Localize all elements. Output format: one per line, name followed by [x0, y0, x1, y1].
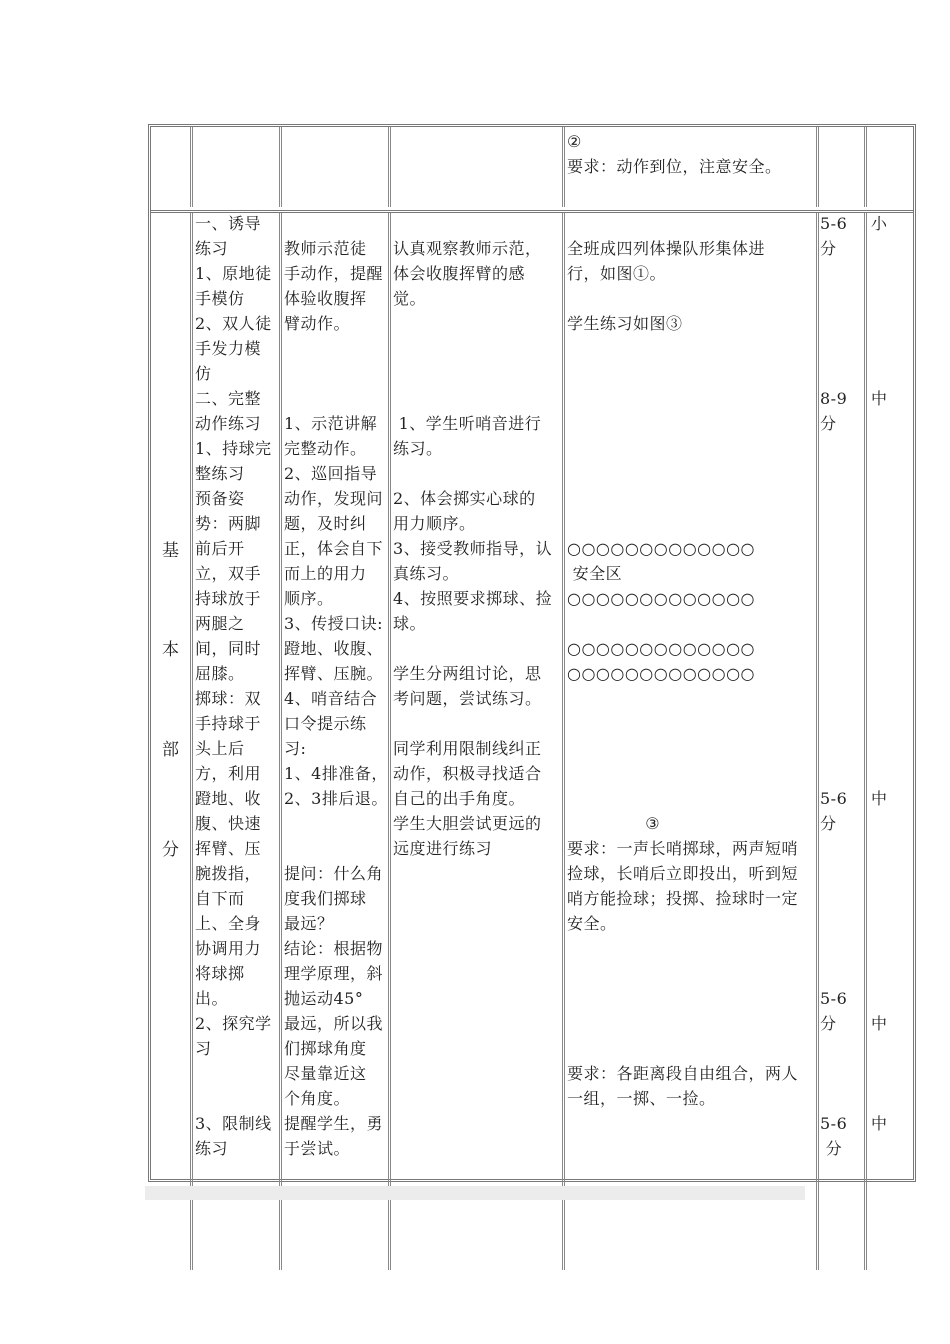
- time-value: 分: [820, 1139, 843, 1158]
- teaching-content-line: 整练习: [195, 464, 245, 483]
- organization-line: ○○○○○○○○○○○○○: [567, 639, 755, 658]
- teacher-activity-line: 蹬地、收腹、: [284, 639, 384, 658]
- student-activity-line: 体会收腹挥臂的感: [393, 264, 526, 283]
- teaching-content-line: 练习: [195, 239, 229, 258]
- student-activity-line: 同学利用限制线纠正: [393, 739, 542, 758]
- organization-line: 要求：一声长哨掷球，两声短哨: [567, 839, 799, 858]
- organization-line: 哨方能捡球；投掷、捡球时一定: [567, 889, 799, 908]
- table-row-top: [151, 127, 913, 207]
- teaching-content-line: 手发力模: [195, 339, 262, 358]
- teaching-content-line: 动作练习: [195, 414, 262, 433]
- student-activity-line: 球。: [393, 614, 427, 633]
- student-activity-line: 考问题，尝试练习。: [393, 689, 542, 708]
- time-value: 分: [820, 814, 837, 833]
- teacher-activity-line: 3、传授口诀:: [284, 614, 384, 633]
- teaching-content-line: 立，双手: [195, 564, 262, 583]
- section-label-char: 部: [162, 740, 179, 760]
- teacher-activity-line: 提问：什么角: [284, 864, 384, 883]
- teacher-activity-line: 教师示范徒: [284, 239, 367, 258]
- teacher-activity-line: 顺序。: [284, 589, 334, 608]
- time-value: 8-9: [820, 389, 848, 408]
- cell-section-label: [151, 213, 193, 1270]
- cell-section-empty: [151, 127, 193, 207]
- teacher-activity-line: 1、4排准备，: [284, 764, 388, 783]
- organization-line: 要求：各距离段自由组合，两人: [567, 1064, 799, 1083]
- section-label-char: 基: [162, 541, 179, 561]
- teaching-content-line: 2、双人徒: [195, 314, 272, 333]
- time-value: 5-6: [820, 789, 848, 808]
- teacher-activity-line: 理学原理，斜: [284, 964, 384, 983]
- teacher-activity-line: 挥臂、压腕。: [284, 664, 384, 683]
- student-activity-line: 学生大胆尝试更远的: [393, 814, 542, 833]
- teaching-content-line: 间，同时: [195, 639, 262, 658]
- teaching-content-line: 头上后: [195, 739, 245, 758]
- time-value: 5-6: [820, 989, 848, 1008]
- cell-load-empty: [867, 127, 916, 207]
- student-activity-line: 练习。: [393, 439, 443, 458]
- student-activity-line: 3、接受教师指导，认: [393, 539, 553, 558]
- teacher-activity-line: 抛运动45°: [284, 989, 364, 1008]
- student-activity-line: 远度进行练习: [393, 839, 493, 858]
- student-activity-line: 真练习。: [393, 564, 460, 583]
- organization-line: 学生练习如图③: [567, 314, 683, 333]
- student-activity-line: 自己的出手角度。: [393, 789, 526, 808]
- teaching-content-line: 出。: [195, 989, 229, 1008]
- section-label-char: 分: [162, 840, 179, 860]
- organization-top-line: ②: [567, 132, 582, 151]
- teaching-content-line: 上、全身: [195, 914, 262, 933]
- organization-line: 全班成四列体操队形集体进: [567, 239, 766, 258]
- teaching-content-line: 3、限制线: [195, 1114, 272, 1133]
- student-activity-line: 认真观察教师示范，: [393, 239, 542, 258]
- cell-time: [819, 213, 867, 1270]
- section-label-char: 本: [162, 640, 179, 660]
- organization-line: 安全区: [567, 564, 623, 583]
- teacher-activity-line: 而上的用力: [284, 564, 367, 583]
- load-value: 小: [871, 214, 888, 233]
- cell-teacher-activity: [282, 213, 391, 1270]
- organization-line: 捡球，长哨后立即投出，听到短: [567, 864, 799, 883]
- time-value: 5-6: [820, 1114, 848, 1133]
- teacher-activity-line: 于尝试。: [284, 1139, 351, 1158]
- cell-content-empty: [193, 127, 282, 207]
- teaching-content-line: 手持球于: [195, 714, 262, 733]
- organization-top-line: 要求：动作到位，注意安全。: [567, 157, 782, 176]
- teacher-activity-line: 个角度。: [284, 1089, 351, 1108]
- teacher-activity-line: 正，体会自下: [284, 539, 384, 558]
- teacher-activity-line: 结论：根据物: [284, 939, 384, 958]
- organization-line: 行，如图①。: [567, 264, 667, 283]
- table-row-basic-part: [151, 210, 913, 1270]
- teacher-activity-line: 习:: [284, 739, 307, 758]
- student-activity-line: 4、按照要求掷球、捡: [393, 589, 553, 608]
- cell-organization: [565, 213, 819, 1270]
- page-bottom-strip: [145, 1186, 805, 1200]
- cell-teacher-empty: [282, 127, 391, 207]
- organization-line: 安全。: [567, 914, 617, 933]
- student-activity-line: 2、体会掷实心球的: [393, 489, 536, 508]
- teaching-content-line: 二、完整: [195, 389, 262, 408]
- student-activity-line: 学生分两组讨论，思: [393, 664, 542, 683]
- teacher-activity-line: 完整动作。: [284, 439, 367, 458]
- teacher-activity-line: 2、巡回指导: [284, 464, 378, 483]
- teaching-content-line: 1、原地徒: [195, 264, 272, 283]
- teaching-content-line: 势：两脚: [195, 514, 262, 533]
- teacher-activity-line: 尽量靠近这: [284, 1064, 367, 1083]
- teacher-activity-line: 最远，所以我: [284, 1014, 384, 1033]
- organization-line: 一组，一掷、一捡。: [567, 1089, 716, 1108]
- student-activity-line: 觉。: [393, 289, 427, 308]
- time-value: 分: [820, 414, 837, 433]
- teacher-activity-line: 们掷球角度: [284, 1039, 367, 1058]
- time-value: 分: [820, 1014, 837, 1033]
- student-activity-line: 用力顺序。: [393, 514, 476, 533]
- organization-line: ○○○○○○○○○○○○○: [567, 664, 755, 683]
- teacher-activity-line: 2、3排后退。: [284, 789, 388, 808]
- teaching-content-line: 将球掷: [195, 964, 245, 983]
- cell-load: [867, 213, 916, 1270]
- teaching-content-line: 预备姿: [195, 489, 245, 508]
- teacher-activity-line: 最远？: [284, 914, 334, 933]
- cell-time-empty: [819, 127, 867, 207]
- organization-line: ○○○○○○○○○○○○○: [567, 539, 755, 558]
- cell-organization-top: [565, 127, 819, 207]
- cell-student-empty: [391, 127, 565, 207]
- teacher-activity-line: 动作，发现问: [284, 489, 384, 508]
- teaching-content-line: 持球放于: [195, 589, 262, 608]
- teaching-content-line: 蹬地、收: [195, 789, 262, 808]
- teaching-content-line: 腕拨指，: [195, 864, 262, 883]
- load-value: 中: [871, 1014, 888, 1033]
- load-value: 中: [871, 789, 888, 808]
- teacher-activity-line: 度我们掷球: [284, 889, 367, 908]
- organization-line: ○○○○○○○○○○○○○: [567, 589, 755, 608]
- teacher-activity-line: 臂动作。: [284, 314, 351, 333]
- teacher-activity-line: 1、示范讲解: [284, 414, 378, 433]
- teaching-content-line: 协调用力: [195, 939, 262, 958]
- teaching-content-line: 一、诱导: [195, 214, 262, 233]
- teaching-content-line: 屈膝。: [195, 664, 245, 683]
- teaching-content-line: 前后开: [195, 539, 245, 558]
- teaching-content-line: 挥臂、压: [195, 839, 262, 858]
- teacher-activity-line: 口令提示练: [284, 714, 367, 733]
- student-activity-line: 动作，积极寻找适合: [393, 764, 542, 783]
- teaching-content-line: 1、持球完: [195, 439, 272, 458]
- teaching-content-line: 练习: [195, 1139, 229, 1158]
- teaching-content-line: 腹、快速: [195, 814, 262, 833]
- time-value: 5-6: [820, 214, 848, 233]
- lesson-plan-table: [148, 124, 916, 1182]
- load-value: 中: [871, 389, 888, 408]
- load-value: 中: [871, 1114, 888, 1133]
- teaching-content-line: 两腿之: [195, 614, 245, 633]
- cell-teaching-content: [193, 213, 282, 1270]
- teaching-content-line: 仿: [195, 364, 212, 383]
- teaching-content-line: 习: [195, 1039, 212, 1058]
- teaching-content-line: 2、探究学: [195, 1014, 272, 1033]
- teacher-activity-line: 体验收腹挥: [284, 289, 367, 308]
- teaching-content-line: 自下而: [195, 889, 245, 908]
- organization-line: ③: [567, 814, 661, 833]
- teacher-activity-line: 手动作，提醒: [284, 264, 384, 283]
- teaching-content-line: 掷球：双: [195, 689, 262, 708]
- time-value: 分: [820, 239, 837, 258]
- teacher-activity-line: 题，及时纠: [284, 514, 367, 533]
- student-activity-line: 1、学生听哨音进行: [393, 414, 542, 433]
- teacher-activity-line: 提醒学生，勇: [284, 1114, 384, 1133]
- cell-student-activity: [391, 213, 565, 1270]
- teacher-activity-line: 4、哨音结合: [284, 689, 378, 708]
- teaching-content-line: 方，利用: [195, 764, 262, 783]
- teaching-content-line: 手模仿: [195, 289, 245, 308]
